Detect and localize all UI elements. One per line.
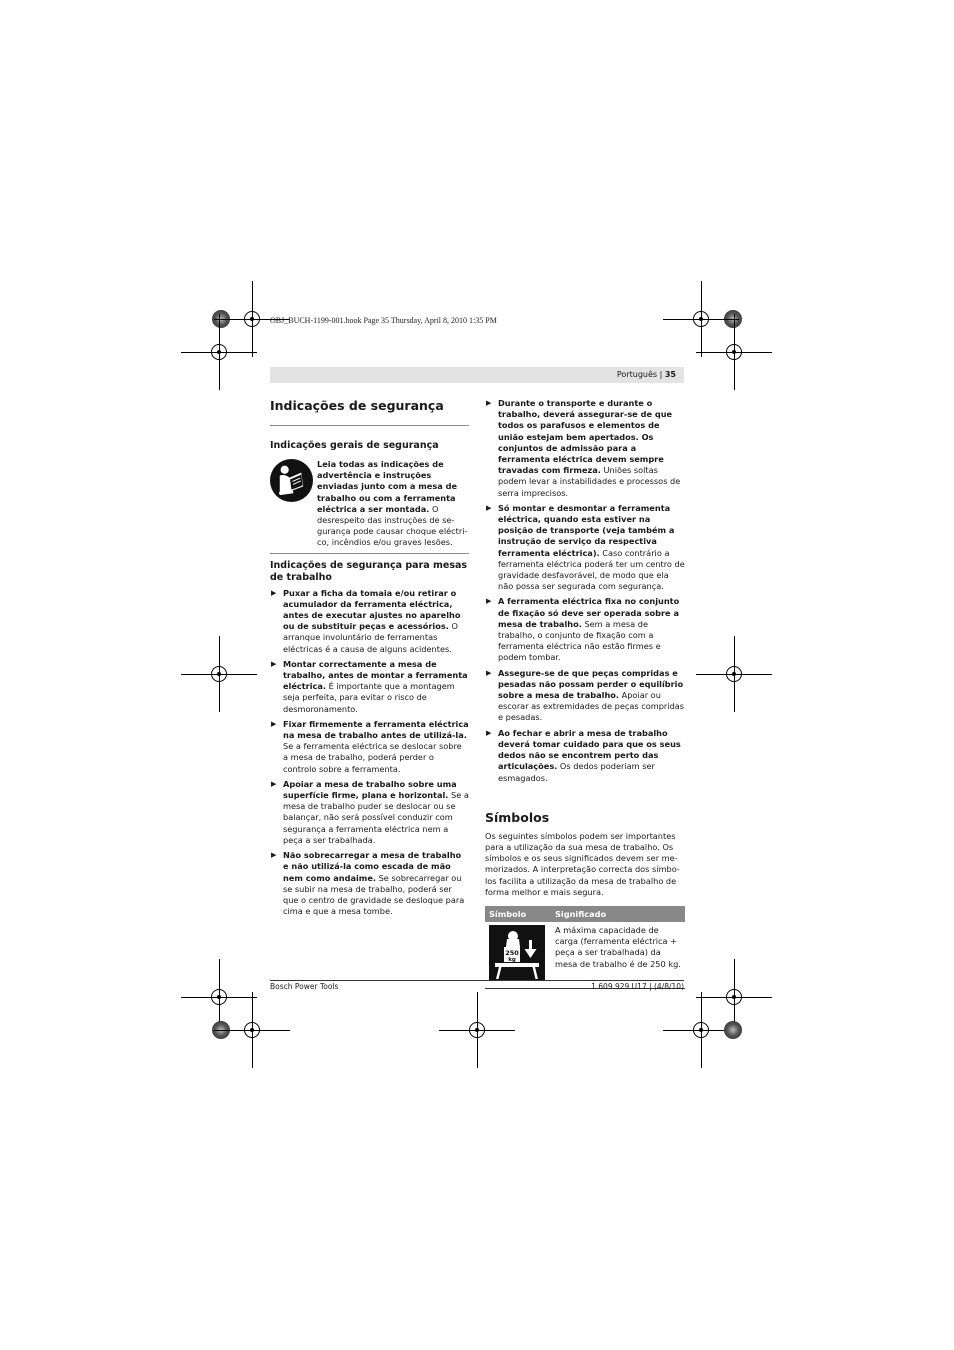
left-warning-list [270, 588, 469, 918]
list-item: ▶ Só montar e desmontar a ferramenta eléctrica, quando esta estiver na posição de transporte (veja também a instrução de serviço da respectiva ferramenta eléctrica). Caso contrário a ferramenta eléctrica poderá ter um centro de gravidade desfavorável, de modo que ela não possa ser segurada com segurança. [486, 502, 685, 592]
read-manual-icon [270, 459, 313, 502]
section-title: Indicações de segurança [270, 398, 469, 426]
header-separator: | [659, 370, 663, 379]
footer-divider [270, 980, 684, 981]
print-info: OBJ_BUCH-1199-001.book Page 35 Thursday, April 8, 2010 1:35 PM [270, 316, 497, 325]
table-row [485, 922, 685, 989]
icon-unit-label: kg [508, 956, 516, 963]
list-item: ▶ Puxar a ficha da tomaia e/ou retirar o acumulador da ferramenta eléctrica, antes de executar ajustes no aparelho ou de substituir peças e acessórios. O arranque involuntário de ferramentas eléctricas é a causa de alguns acidentes. [271, 587, 461, 654]
list-item: ▶ Durante o transporte e durante o trabalho, deverá assegurar-se de que todos os parafusos e elementos de união estejam bem apertados. Os conjuntos de admissão para a ferramenta eléctrica devem sempre travadas com firmeza. Uniões soltas podem levar a instabilidades e processos de serra imprecisos. [486, 398, 681, 498]
intro-warning-bold: Leia todas as indicações de advertência e instruções enviadas junto com a mesa de trabalho ou com a ferramenta eléctrica a ser montada. [317, 459, 457, 514]
bullet-triangle-icon: ▶ [271, 719, 277, 728]
symbol-meaning: A máxima capacidade de carga (ferramenta eléctrica + peça a ser trabalhada) da mesa de trabalho é de 250 kg. [555, 924, 681, 969]
list-item: ▶ Fixar firmemente a ferramenta eléctrica na mesa de trabalho antes de utilizá-la. Se a ferramenta eléctrica se deslocar sobre a mesa de trabalho, poderá perder o controlo sobre a ferramenta. [271, 718, 469, 774]
header-language: Português [616, 370, 658, 379]
column-header-symbol: Símbolo [485, 906, 551, 922]
intro-block [270, 459, 469, 549]
right-column [485, 398, 685, 989]
icon-weight-label: 250 [505, 948, 519, 957]
list-item: ▶ A ferramenta eléctrica fixa no conjunto de fixação só deve ser operada sobre a mesa de trabalho. Sem a mesa de trabalho, o conjunto de fixação com a ferramenta eléctrica não estão firmes e podem tombar. [486, 596, 680, 663]
list-item: ▶ Apoiar a mesa de trabalho sobre uma superfície firme, plana e horizontal. Se a mesa de trabalho puder se deslocar ou se balançar, não será possível conduzir com segurança a ferramenta eléctrica nem a peça a ser trabalhada. [271, 778, 469, 845]
bullet-triangle-icon: ▶ [486, 399, 492, 407]
bullet-triangle-icon: ▶ [486, 728, 492, 737]
bullet-triangle-icon: ▶ [486, 503, 492, 512]
registration-disc-icon [724, 1021, 742, 1039]
bullet-triangle-icon: ▶ [271, 851, 277, 860]
table-header-row [485, 906, 685, 922]
list-item: ▶ Não sobrecarregar a mesa de trabalho e não utilizá-la como escada de mão nem como andaime. Se sobrecarregar ou se subir na mesa de trabalho, poderá ser que o centro de gravidade se desloque para cima e que a mesa tombe. [271, 850, 465, 917]
bullet-triangle-icon: ▶ [486, 597, 492, 606]
bullet-triangle-icon: ▶ [271, 588, 277, 597]
general-safety-heading: Indicações gerais de segurança [270, 440, 439, 451]
bullet-triangle-icon: ▶ [486, 668, 492, 677]
symbols-table [485, 906, 685, 989]
footer-brand: Bosch Power Tools [270, 982, 339, 991]
worktable-safety-heading: Indicações de segurança para mesas de trabalho [270, 553, 469, 584]
list-item: ▶ Assegure-se de que peças compridas e pesadas não possam perder o equilíbrio sobre a mesa de trabalho. Apoiar ou escorar as extremidades de peças compridas e pesadas. [486, 667, 685, 723]
list-item: ▶ Montar correctamente a mesa de trabalho, antes de montar a ferramenta eléctrica. É importante que a montagem seja perfeita, para evitar o risco de desmoronamento. [271, 658, 468, 714]
symbols-intro: Os seguintes símbolos podem ser importantes para a utilização da sua mesa de trabalho. Os símbolos e os seus significados devem ser memorizados. A interpretação correcta dos símbolos facilita a utilização da mesa de trabalho de forma melhor e mais segura. [485, 830, 680, 897]
page-header [270, 367, 684, 383]
bullet-triangle-icon: ▶ [271, 779, 277, 788]
right-warning-list [485, 398, 685, 784]
left-column [270, 398, 469, 921]
symbols-title: Símbolos [485, 809, 550, 825]
page-number: 35 [664, 370, 676, 379]
footer-doc-number: 1 609 929 U17 | (4/8/10) [591, 982, 684, 991]
column-header-meaning: Significado [551, 906, 685, 922]
intro-warning-text: O desrespeito das instruções de segurança pode causar choque eléctrico, incêndios e/ou graves lesões. [317, 503, 468, 548]
list-item: ▶ Ao fechar e abrir a mesa de trabalho deverá tomar cuidado para que os seus dedos não se encontrem perto das articulações. Os dedos poderiam ser esmagados. [486, 727, 681, 783]
bullet-triangle-icon: ▶ [271, 659, 277, 668]
max-load-icon [489, 925, 545, 981]
